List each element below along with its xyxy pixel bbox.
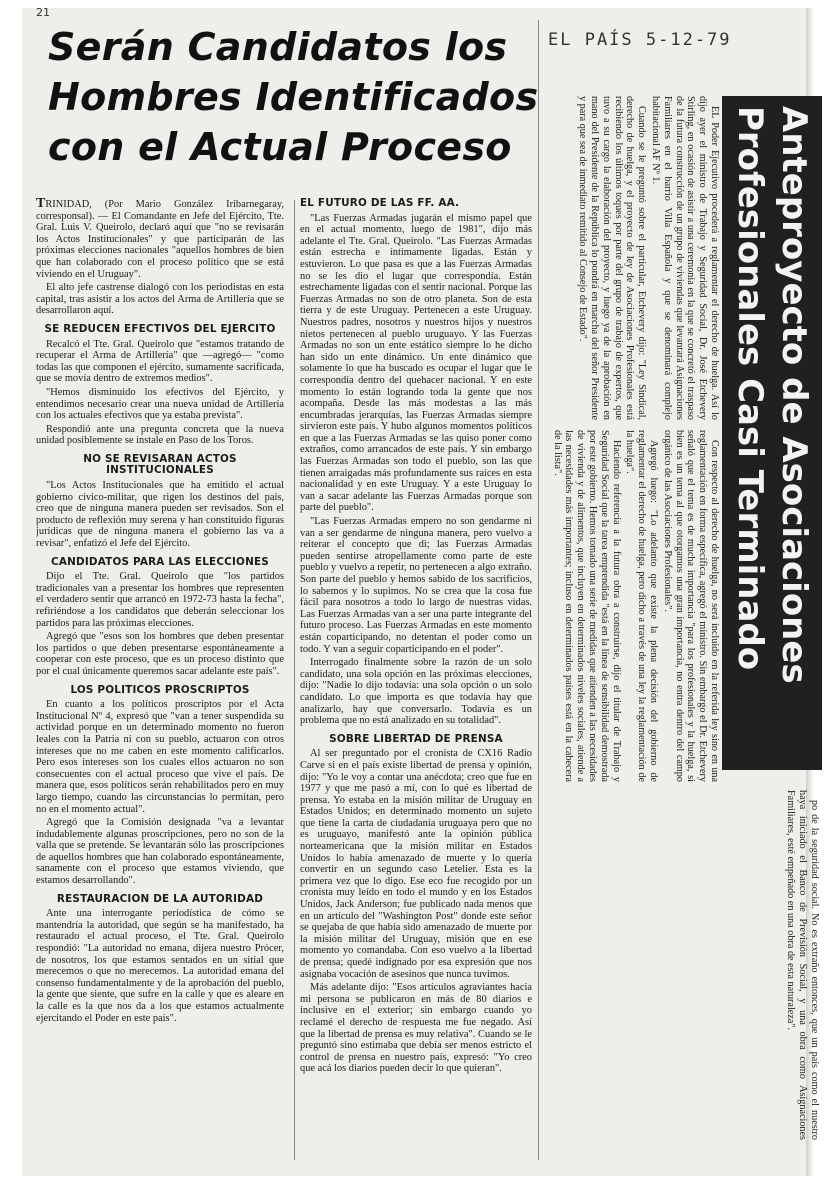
paragraph: Agregó que "esos son los hombres que deben presentar los partidos o que deben presentarse espontáneamente a cooperar con este proceso, que es un proceso distinto que por el cual únicamente queremos sacar adelante este país". <box>36 631 284 677</box>
paragraph: "Las Fuerzas Armadas jugarán el mismo papel que en el actual momento, luego de 1981", dijo más adelante el Tte. Gral. Queirolo. "Las Fuerzas Armadas están estrecha e íntimamente ligadas. Están y estuvieron. Lo que pasa es que a las Fuerzas Armadas no se les dio el lugar que correspondía. Están estrechamente ligadas con el sentir nacional. Porque las Fuerzas Armadas no son de otro planeta. Son de esta tierra y de este Uruguay. Pertenecen a este Uruguay. Nuestros padres, nosotros y nuestros hijos y nuestros nietos pertenecen al pueblo uruguayo. Y las Fuerzas Armadas no son un ente estático siempre lo he dicho han sido un ente dinámico. Un ente dinámico que solamente lo que ha buscado es ocupar el lugar que le correspondía dentro del quehacer nacional. Y en este momento lo están logrando toda la gente que nos acompaña. Desde las más modestas a las más encumbradas jerarquías, las Fuerzas Armadas siempre sirvieron este país. Y hubo algunos momentos políticos en que a las Fuerzas Armadas se las quiso poner como extraños, como arrancados de este país. Y sin embargo las Fuerzas Armadas son todo el pueblo, son las que tienen arraigadas más profundamente sus raíces en esta nacionalidad y en este Uruguay. Y a este Uruguay lo van a sacar adelante las Fuerzas Armadas porque son parte del pueblo". <box>300 212 532 514</box>
paragraph: po de la seguridad social. No es extraño entonces, que un país como el nuestro haya iniciado el Banco de Previsión Social, y una obra como Asignaciones Familiares, esté empeñado en una obra de esta naturaleza". <box>785 790 820 1140</box>
rotated-text <box>690 790 820 1140</box>
rotated-headline-banner <box>722 96 822 770</box>
banner-line-2: Profesionales Casi Terminado <box>730 106 770 671</box>
paragraph: Ante una interrogante periodística de cómo se mantendría la autoridad, que según se ha manifestado, ha restaurado el actual proceso, el Tte. Gral. Queirolo respondió: "La autoridad no emana, dijera nuestro Prócer, de nosotros, los que estamos sentados en un sitial que merecemos o que no merecemos. La autoridad emana del consenso fundamentalmente y de la aprobación del pueblo, la gente que siente, que sufre en la calle y que es aleare en la calle es la que nos da a los que estamos actualmente ejercitando el Poder en este país". <box>36 908 284 1024</box>
rotated-text <box>544 430 720 782</box>
subheading: NO SE REVISARAN ACTOS INSTITUCIONALES <box>83 452 237 477</box>
paragraph: EL Poder Ejecutivo procederá a reglamentar el derecho de huelga. Así lo dijo ayer el ministro de Trabajo y Seguridad Social, Dr. José Etchevery Stirling, en ocasión de asistir a una ceremonia en la que se concretó el traspaso de la futura construcción de un grupo de viviendas que levantará Asignaciones Familiares en el barrio Villa Española y que se denominará complejo habitacional AF Nº 1. <box>650 96 720 420</box>
rotated-article-block-2 <box>544 430 720 782</box>
paragraph: "Las Fuerzas Armadas empero no son gendarme ni van a ser gendarme de ninguna manera, pero vuelvo a reiterar el concepto que di; las Fuerzas Armadas pueden sentirse atropellamente como parte de este pueblo y vuelvo a repetir, no pertenecen a algo extraño. Son parte del pueblo y hemos sabido de los sacrificios, lo sabemos y lo supimos. No se crea que la cosa fue fácil para nosotros a todo lo largo de nuestras vidas. Las Fuerzas Armadas van a ser una parte integrante del futuro proceso. Las Fuerzas Armadas en este momento están coparticipando, no detentan el poder como un todo. Y van a seguir coparticipando en el poder". <box>300 516 532 655</box>
banner-line-1: Anteproyecto de Asociaciones <box>774 106 814 684</box>
column-divider <box>538 20 539 1160</box>
subheading: RESTAURACION DE LA AUTORIDAD <box>56 892 264 905</box>
article-column-2 <box>300 198 532 1160</box>
headline-line-3: con el Actual Proceso <box>48 125 512 169</box>
headline-line-1: Serán Candidatos los <box>48 25 508 69</box>
drop-cap: T <box>36 198 46 211</box>
paragraph: Respondió ante una pregunta concreta que la nueva unidad posiblemente se instale en Paso de los Toros. <box>36 423 284 447</box>
paragraph: Con respecto al derecho de huelga, no será incluido en la referida ley sino en una reglamentación en forma específica, agregó el ministro. Sin embargo el Dr. Etchevery señaló que el tema es de mucha importancia "para los profesionales y la huelga, si bien es un tema al que otorgamos una gran importancia, no entra dentro del campo orgánico de las Asociaciones Profesionales". <box>661 430 720 782</box>
subheading: EL FUTURO DE LAS FF. AA. <box>300 198 460 209</box>
rotated-article-block-1 <box>544 96 720 420</box>
subheading: CANDIDATOS PARA LAS ELECCIONES <box>51 555 269 568</box>
paragraph: En cuanto a los políticos proscriptos por el Acta Institucional Nº 4, expresó que "van a tener suspendida su actividad porque en un determinado momento no fueron leales con la Patria ni con su pueblo, actuaron con otros intereses que no me caben en este momento calificarlos. Pero esos intereses son los cuales ellos actuaron no son consecuentes con el actual proceso que vive el país. De manera que, esos políticos serán rehabilitados pero en muy largo tiempo, cuando las circunstancias lo permitan, pero no en el momento actual". <box>36 699 284 815</box>
subheading: SOBRE LIBERTAD DE PRENSA <box>329 732 503 745</box>
subheading: LOS POLITICOS PROSCRIPTOS <box>70 683 250 696</box>
headline-line-2: Hombres Identificados <box>48 75 539 119</box>
paragraph: Interrogado finalmente sobre la razón de un solo candidato, una sola opción en las próximas elecciones, dijo: "Nadie lo dijo todavía: una sola opción o un solo candidato. Lo que importa es que todavía hay que analizarlo, hay que conversarlo. Todavía es un problema que no está analizado en su totalidad". <box>300 657 532 727</box>
paragraph: Recalcó el Tte. Gral. Queirolo que "estamos tratando de recuperar el Arma de Artillería" que —agregó— "como todas las que componen el ejército, sumamente sacrificada, que se movía dentro de extremos medios". <box>36 338 284 385</box>
subheading: SE REDUCEN EFECTIVOS DEL EJERCITO <box>44 322 276 335</box>
article-column-1 <box>36 198 284 1158</box>
paragraph: "Los Actos Institucionales que ha emitido el actual gobierno cívico-militar, que rigen los destinos del país, creo que de ninguna manera pueden ser revisados. Son el producto de reflexión muy serena y han constituido figuras jurídicas que de ninguna manera el gobierno las va a revisar", enfatizó el Jefe del Ejército. <box>36 480 284 550</box>
paragraph: Haciendo referencia a la futura obra a construirse, dijo el titular de Trabajo y Seguridad Social que la tarea emprendida "está en la línea de sensibilidad demostrada por este gobierno. Hemos tomado una serie de medidas que atienden a las necesidades de vivienda y de alimentos, que incluyen en determinados niveles sociales, atiende a las necesidades más importantes; incluso en determinados países está en la cabecera de la lista". <box>551 430 622 782</box>
paragraph: Dijo el Tte. Gral. Queirolo que "los partidos tradicionales van a presentar los hombres que representen el verdadero sentir que arrancó en 1972-73 hasta la fecha", refiriéndose a los candidatos que deberán seleccionar los partidos para las próximas elecciones. <box>36 571 284 629</box>
paragraph: Agregó luego: "Lo adelanto que existe la plena decisión del gobierno de reglamentar el derecho de huelga, pero dicho a través de una ley la reglamentación de la huelga". <box>624 430 660 782</box>
paragraph-text: RINIDAD, (Por Mario González Iribarnegaray, corresponsal). — El Comandante en Jefe del Ejército, Tte. Gral. Luis V. Queirolo, declaró aquí que "no se revisarán los Actos Institucionales" y que participarán de las próximas elecciones nacionales "aquellos hombres de bien que han colaborado con el proceso político que se está viviendo en el Uruguay". <box>36 199 284 280</box>
paragraph: Al ser preguntado por el cronista de CX16 Radio Carve si en el país existe libertad de prensa y opinión, dijo: "Yo le voy a contar una anécdota; creo que fue en 1977 y que me pasó a mí, con lo qué es libertad de prensa. Yo estaba en la misión militar de Uruguay en Estados Unidos; en determinado momento un sujeto que tiene la carta de ciudadanía uruguaya pero que no es uruguayo, manifestó ante la opinión pública norteamericana que la misión militar en Estados Unidos lo había amenazado de muerte y lo quería convertir en un segundo caso Letelier. Esta es la primera vez que lo digo. Ese eco fue recogido por un cronista muy leído en todo el mundo y en los Estados Unidos, Jack Anderson; fue publicado nada menos que en un artículo del "Washington Post" donde este señor se quejaba de que había sido amenazado de muerte por la misión militar del Uruguay, misión que en ese momento yo comandaba. Con eso vuelvo a la libertad de prensa; quedé indignado por esa expresión que nos asignaba vocación de asesinos que nunca tuvimos. <box>300 748 532 980</box>
paragraph <box>36 198 284 280</box>
paragraph: "Hemos disminuido los efectivos del Ejército, y entendimos necesario crear una nueva unidad de Artillería con los actuales efectivos que ya estaba prevista". <box>36 386 284 422</box>
handwritten-source-date: EL PAÍS 5-12-79 <box>548 30 732 50</box>
paragraph: Más adelante dijo: "Esos artículos agraviantes hacia mi persona se publicaron en más de 80 diarios e inclusive en el exterior; sin embargo cuando yo reclamé el derecho de respuesta me fue negado. Así que la libertad de prensa es muy relativa". Cuando se le preguntó sino estimaba que debía ser menos estricto el control de prensa en nuestro país, expresó: "Yo creo que acá los diarios pueden decir lo que quieran". <box>300 982 532 1075</box>
paragraph: Cuando se le preguntó sobre el particular, Etchevery dijo: "Ley Sindical, derecho de huelga, y el proyecto de ley de Asociaciones Profesionales está recibiendo los últimos toques por parte del grupo de trabajo de expertos, que tuvo a su cargo la elaboración del proyecto, y luego ya de la aprobación en mano del Presidente de la República lo pondrá en marcha del señor Presidente y para que sea de inmediato remitido al Consejo de Estado". <box>577 96 648 420</box>
rotated-text <box>544 96 720 420</box>
paragraph: Agregó que la Comisión designada "va a levantar indudablemente algunas proscripciones, pero no son de la valla que se pretende. Se levantarán sólo las proscripciones de aquellos hombres que han colaborado espontáneamente, sanamente con el proceso que estamos viviendo, que estamos desarrollando". <box>36 817 284 887</box>
page-number: 21 <box>36 6 50 19</box>
column-divider <box>294 200 295 1160</box>
rotated-article-block-3 <box>690 790 820 1140</box>
banner-text <box>722 96 822 770</box>
headline <box>48 22 539 172</box>
paragraph: El alto jefe castrense dialogó con los periodistas en esta capital, tras asistir a los actos del Arma de Artillería que se desarrollaron aquí. <box>36 282 284 317</box>
